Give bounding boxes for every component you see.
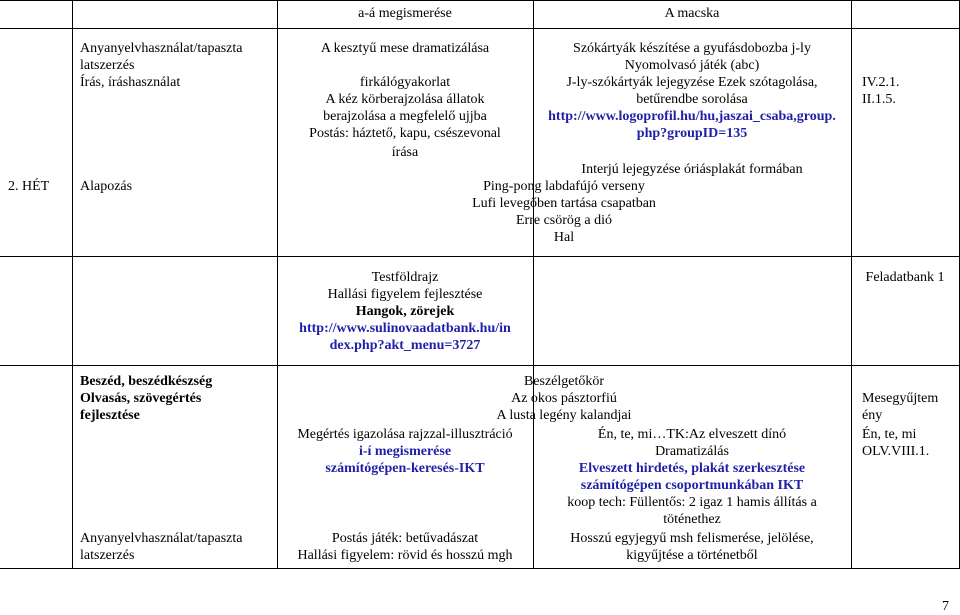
grid-line bbox=[0, 0, 960, 1]
activity-text: berajzolása a megfelelő ujjba bbox=[323, 109, 487, 124]
area-label: fejlesztése bbox=[80, 408, 140, 423]
code-label: IV.2.1. bbox=[862, 75, 900, 90]
resource-link[interactable]: http://www.logoprofil.hu/hu,jaszai_csaba,group. bbox=[548, 109, 836, 124]
activity-text: A kéz körberajzolása állatok bbox=[325, 92, 485, 107]
activity-text: A lusta legény kalandjai bbox=[496, 408, 632, 423]
activity-text: Szókártyák készítése a gyufásdobozba j-ly bbox=[573, 41, 811, 56]
resource-link[interactable]: dex.php?akt_menu=3727 bbox=[329, 338, 481, 353]
activity-text: Testföldrajz bbox=[371, 270, 439, 285]
header-col1: a-á megismerése bbox=[358, 6, 452, 21]
area-label: latszerzés bbox=[80, 58, 135, 73]
resource-label: Feladatbank 1 bbox=[865, 270, 945, 285]
activity-text: Postás: háztető, kapu, csészevonal bbox=[309, 126, 501, 141]
activity-text: Erre csörög a dió bbox=[515, 213, 613, 228]
activity-text: koop tech: Füllentős: 2 igaz 1 hamis állítás a bbox=[567, 495, 817, 510]
activity-highlight: számítógépen-keresés-IKT bbox=[325, 461, 485, 476]
activity-highlight: Elveszett hirdetés, plakát szerkesztése bbox=[578, 461, 806, 476]
activity-text: Hosszú egyjegyű msh felismerése, jelölése, bbox=[570, 531, 814, 546]
activity-text: betűrendbe sorolása bbox=[636, 92, 748, 107]
area-label: Alapozás bbox=[80, 179, 133, 194]
activity-text: Az okos pásztorfiú bbox=[511, 391, 617, 406]
grid-line bbox=[0, 365, 960, 366]
activity-text: Postás játék: betűvadászat bbox=[331, 531, 479, 546]
area-label: Beszéd, beszédkészség bbox=[80, 374, 213, 389]
activity-text: Hangok, zörejek bbox=[355, 304, 455, 319]
code-label: OLV.VIII.1. bbox=[862, 444, 930, 459]
activity-text: Beszélgetőkör bbox=[523, 374, 605, 389]
resource-label: Mesegyűjtem bbox=[862, 391, 939, 406]
area-label: latszerzés bbox=[80, 548, 135, 563]
grid-line bbox=[72, 0, 73, 568]
resource-link[interactable]: php?groupID=135 bbox=[636, 126, 748, 141]
activity-text: Dramatizálás bbox=[655, 444, 729, 459]
page-number: 7 bbox=[942, 599, 949, 614]
grid-line bbox=[0, 28, 960, 29]
activity-text: Hallási figyelem: rövid és hosszú mgh bbox=[297, 548, 513, 563]
activity-text: Interjú lejegyzése óriásplakát formában bbox=[581, 162, 803, 177]
activity-text: Nyomolvasó játék (abc) bbox=[624, 58, 760, 73]
activity-text: Én, te, mi…TK:Az elveszett dínó bbox=[597, 427, 787, 442]
activity-text: kigyűjtése a történetből bbox=[626, 548, 758, 563]
activity-text: Megértés igazolása rajzzal-illusztráció bbox=[297, 427, 513, 442]
resource-link[interactable]: http://www.sulinovaadatbank.hu/in bbox=[299, 321, 511, 336]
resource-label: Én, te, mi bbox=[862, 427, 917, 442]
activity-text: Ping-pong labdafújó verseny bbox=[483, 179, 645, 194]
activity-text: írása bbox=[391, 145, 419, 160]
area-label: Anyanyelvhasználat/tapaszta bbox=[80, 41, 243, 56]
activity-text: A kesztyű mese dramatizálása bbox=[320, 41, 490, 56]
area-label: Írás, íráshasználat bbox=[80, 75, 181, 90]
grid-line bbox=[0, 256, 960, 257]
activity-text: Hal bbox=[553, 230, 575, 245]
activity-text: Hallási figyelem fejlesztése bbox=[327, 287, 483, 302]
code-label: II.1.5. bbox=[862, 92, 896, 107]
header-col2: A macska bbox=[664, 6, 720, 21]
activity-text: töténethez bbox=[663, 512, 721, 527]
activity-highlight: i-í megismerése bbox=[358, 444, 452, 459]
area-label: Anyanyelvhasználat/tapaszta bbox=[80, 531, 243, 546]
activity-text: J-ly-szókártyák lejegyzése Ezek szótagolása, bbox=[566, 75, 818, 90]
activity-text: firkálógyakorlat bbox=[359, 75, 451, 90]
area-label: Olvasás, szövegértés bbox=[80, 391, 202, 406]
activity-text: Lufi levegőben tartása csapatban bbox=[472, 196, 656, 211]
resource-label: ény bbox=[862, 408, 883, 423]
activity-highlight: számítógépen csoportmunkában IKT bbox=[580, 478, 804, 493]
week-label: 2. HÉT bbox=[8, 179, 50, 194]
grid-line bbox=[0, 568, 960, 569]
